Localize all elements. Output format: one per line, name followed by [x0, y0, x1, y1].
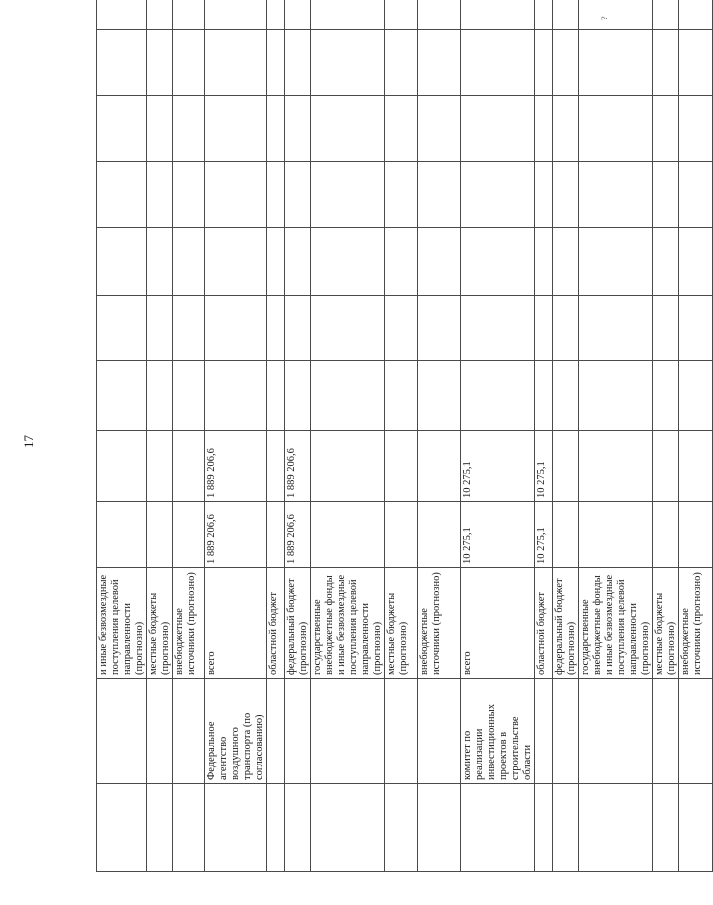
empty-cell — [205, 0, 267, 30]
empty-cell — [418, 228, 461, 296]
value-cell-total — [579, 502, 653, 568]
empty-cell — [147, 0, 173, 30]
empty-cell — [579, 0, 653, 30]
org-cell — [285, 679, 311, 784]
empty-cell — [579, 228, 653, 296]
empty-cell — [285, 96, 311, 162]
org-cell — [385, 679, 418, 784]
funding-source-cell: внебюджетные источники (прогнозно) — [173, 568, 205, 679]
funding-source-cell: местные бюджеты (прогнозно) — [147, 568, 173, 679]
empty-cell — [418, 296, 461, 361]
empty-cell — [311, 30, 385, 96]
table-row — [535, 0, 553, 872]
empty-cell — [679, 361, 713, 431]
empty-cell — [553, 0, 579, 30]
table-row — [285, 0, 311, 872]
value-cell-year — [385, 431, 418, 502]
empty-cell — [653, 162, 679, 228]
funding-source-cell: местные бюджеты (прогнозно) — [385, 568, 418, 679]
empty-cell — [311, 228, 385, 296]
empty-cell — [173, 228, 205, 296]
empty-cell — [653, 30, 679, 96]
funding-source-cell: федеральный бюджет (прогнозно) — [285, 568, 311, 679]
empty-cell — [97, 30, 147, 96]
value-cell-total: 1 889 206,6 — [205, 502, 267, 568]
table-row — [147, 0, 173, 872]
value-cell-total: 1 889 206,6 — [285, 502, 311, 568]
table-row — [97, 0, 147, 872]
table-row — [385, 0, 418, 872]
empty-cell — [553, 30, 579, 96]
table-row — [679, 0, 713, 872]
empty-cell — [147, 96, 173, 162]
value-cell-total — [385, 502, 418, 568]
value-cell-year — [553, 431, 579, 502]
table-row — [418, 0, 461, 872]
empty-cell — [173, 96, 205, 162]
empty-cell — [653, 0, 679, 30]
empty-cell — [97, 96, 147, 162]
empty-cell — [535, 228, 553, 296]
empty-cell — [461, 784, 535, 872]
empty-cell — [579, 96, 653, 162]
funding-source-cell: внебюджетные источники (прогнозно) — [679, 568, 713, 679]
empty-cell — [461, 162, 535, 228]
value-cell-year — [579, 431, 653, 502]
empty-cell — [653, 228, 679, 296]
empty-cell — [285, 30, 311, 96]
funding-source-cell: и иные безвозмездные поступления целевой направленности (прогнозно) — [97, 568, 147, 679]
empty-cell — [97, 0, 147, 30]
empty-cell — [418, 784, 461, 872]
funding-source-cell: областной бюджет — [267, 568, 285, 679]
value-cell-year — [267, 431, 285, 502]
org-cell — [97, 679, 147, 784]
empty-cell — [173, 784, 205, 872]
org-cell: комитет по реализации инвестиционных проектов в строительстве области — [461, 679, 535, 784]
empty-cell — [205, 296, 267, 361]
empty-cell — [267, 30, 285, 96]
empty-cell — [385, 784, 418, 872]
empty-cell — [205, 96, 267, 162]
value-cell-year — [147, 431, 173, 502]
empty-cell — [385, 296, 418, 361]
empty-cell — [205, 30, 267, 96]
funding-source-cell: всего — [205, 568, 267, 679]
empty-cell — [461, 0, 535, 30]
empty-cell — [147, 162, 173, 228]
empty-cell — [461, 30, 535, 96]
empty-cell — [385, 96, 418, 162]
value-cell-total — [553, 502, 579, 568]
empty-cell — [147, 30, 173, 96]
empty-cell — [418, 30, 461, 96]
empty-cell — [579, 361, 653, 431]
value-cell-year — [653, 431, 679, 502]
value-cell-total — [418, 502, 461, 568]
empty-cell — [267, 296, 285, 361]
empty-cell — [553, 296, 579, 361]
empty-cell — [147, 228, 173, 296]
value-cell-total — [679, 502, 713, 568]
empty-cell — [553, 361, 579, 431]
corner-mark: ? — [600, 16, 609, 20]
empty-cell — [579, 30, 653, 96]
empty-cell — [679, 96, 713, 162]
funding-source-cell: государственные внебюджетные фонды и иные безвозмездные поступления целевой направленности (прогнозно) — [579, 568, 653, 679]
empty-cell — [535, 30, 553, 96]
org-cell — [553, 679, 579, 784]
empty-cell — [267, 0, 285, 30]
empty-cell — [267, 784, 285, 872]
empty-cell — [311, 296, 385, 361]
org-cell — [653, 679, 679, 784]
empty-cell — [285, 784, 311, 872]
empty-cell — [653, 361, 679, 431]
org-cell — [535, 679, 553, 784]
value-cell-year — [311, 431, 385, 502]
empty-cell — [461, 361, 535, 431]
table-container — [96, 20, 703, 872]
empty-cell — [679, 296, 713, 361]
empty-cell — [461, 228, 535, 296]
empty-cell — [385, 228, 418, 296]
empty-cell — [285, 0, 311, 30]
empty-cell — [535, 162, 553, 228]
empty-cell — [147, 296, 173, 361]
org-cell — [311, 679, 385, 784]
org-cell — [267, 679, 285, 784]
funding-source-cell: областной бюджет — [535, 568, 553, 679]
value-cell-year: 1 889 206,6 — [205, 431, 267, 502]
empty-cell — [553, 162, 579, 228]
empty-cell — [385, 162, 418, 228]
table-row — [267, 0, 285, 872]
empty-cell — [173, 30, 205, 96]
org-cell: Федеральное агентство воздушного транспорта (по согласованию) — [205, 679, 267, 784]
value-cell-total: 10 275,1 — [461, 502, 535, 568]
empty-cell — [679, 162, 713, 228]
value-cell-total — [97, 502, 147, 568]
empty-cell — [267, 96, 285, 162]
empty-cell — [267, 228, 285, 296]
value-cell-year — [173, 431, 205, 502]
empty-cell — [285, 162, 311, 228]
funding-source-cell: внебюджетные источники (прогнозно) — [418, 568, 461, 679]
empty-cell — [311, 361, 385, 431]
empty-cell — [535, 0, 553, 30]
value-cell-year — [97, 431, 147, 502]
empty-cell — [653, 784, 679, 872]
value-cell-total — [147, 502, 173, 568]
page-number: 17 — [21, 435, 36, 448]
budget-table — [96, 0, 713, 872]
empty-cell — [579, 784, 653, 872]
empty-cell — [418, 96, 461, 162]
org-cell — [147, 679, 173, 784]
empty-cell — [535, 296, 553, 361]
org-cell — [579, 679, 653, 784]
empty-cell — [205, 162, 267, 228]
empty-cell — [97, 361, 147, 431]
empty-cell — [553, 784, 579, 872]
empty-cell — [311, 96, 385, 162]
value-cell-year: 10 275,1 — [535, 431, 553, 502]
empty-cell — [653, 296, 679, 361]
value-cell-year — [679, 431, 713, 502]
empty-cell — [653, 96, 679, 162]
empty-cell — [205, 784, 267, 872]
empty-cell — [679, 228, 713, 296]
empty-cell — [311, 0, 385, 30]
table-row — [553, 0, 579, 872]
empty-cell — [147, 361, 173, 431]
funding-source-cell: местные бюджеты (прогнозно) — [653, 568, 679, 679]
funding-source-cell: всего — [461, 568, 535, 679]
value-cell-year: 10 275,1 — [461, 431, 535, 502]
empty-cell — [205, 361, 267, 431]
empty-cell — [385, 361, 418, 431]
empty-cell — [418, 162, 461, 228]
empty-cell — [285, 228, 311, 296]
empty-cell — [461, 296, 535, 361]
rotated-table-frame — [96, 20, 703, 872]
org-cell — [679, 679, 713, 784]
empty-cell — [385, 0, 418, 30]
empty-cell — [535, 361, 553, 431]
empty-cell — [535, 96, 553, 162]
empty-cell — [311, 162, 385, 228]
empty-cell — [535, 784, 553, 872]
empty-cell — [285, 361, 311, 431]
funding-source-cell: федеральный бюджет (прогнозно) — [553, 568, 579, 679]
value-cell-total — [653, 502, 679, 568]
org-cell — [418, 679, 461, 784]
empty-cell — [173, 361, 205, 431]
empty-cell — [97, 296, 147, 361]
table-row — [173, 0, 205, 872]
empty-cell — [97, 228, 147, 296]
empty-cell — [553, 96, 579, 162]
value-cell-year — [418, 431, 461, 502]
empty-cell — [579, 162, 653, 228]
empty-cell — [267, 361, 285, 431]
empty-cell — [385, 30, 418, 96]
empty-cell — [311, 784, 385, 872]
empty-cell — [418, 0, 461, 30]
org-cell — [173, 679, 205, 784]
empty-cell — [173, 296, 205, 361]
value-cell-total: 10 275,1 — [535, 502, 553, 568]
empty-cell — [679, 30, 713, 96]
empty-cell — [205, 228, 267, 296]
value-cell-total — [311, 502, 385, 568]
table-body — [97, 0, 713, 872]
value-cell-total — [173, 502, 205, 568]
empty-cell — [173, 0, 205, 30]
empty-cell — [147, 784, 173, 872]
empty-cell — [679, 0, 713, 30]
empty-cell — [97, 162, 147, 228]
value-cell-year: 1 889 206,6 — [285, 431, 311, 502]
funding-source-cell: государственные внебюджетные фонды и иные безвозмездные поступления целевой направленности (прогнозно) — [311, 568, 385, 679]
empty-cell — [418, 361, 461, 431]
table-row — [311, 0, 385, 872]
empty-cell — [461, 96, 535, 162]
table-row — [461, 0, 535, 872]
empty-cell — [553, 228, 579, 296]
table-row — [579, 0, 653, 872]
value-cell-total — [267, 502, 285, 568]
empty-cell — [285, 296, 311, 361]
empty-cell — [173, 162, 205, 228]
empty-cell — [679, 784, 713, 872]
empty-cell — [579, 296, 653, 361]
empty-cell — [267, 162, 285, 228]
table-row — [205, 0, 267, 872]
table-row — [653, 0, 679, 872]
empty-cell — [97, 784, 147, 872]
